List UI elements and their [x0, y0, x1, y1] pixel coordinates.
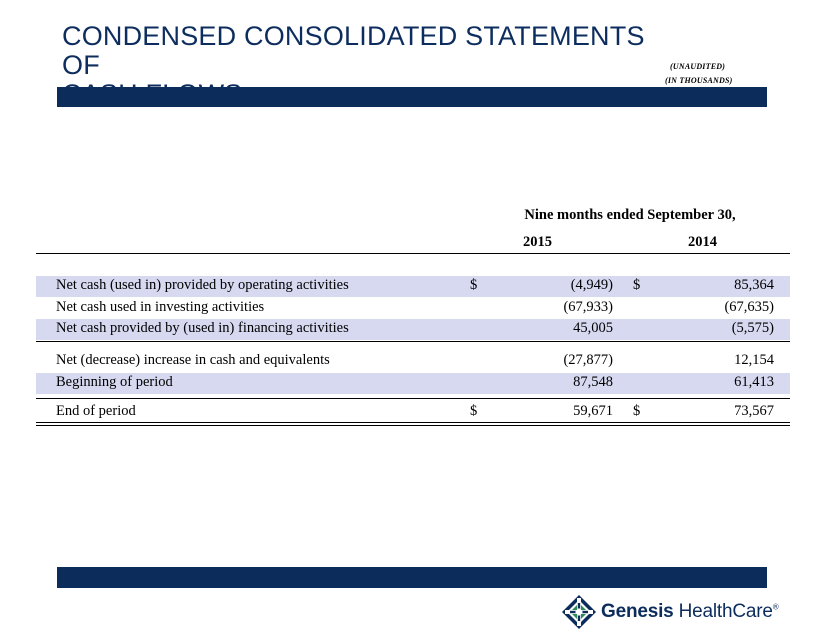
row-label: Net (decrease) increase in cash and equivalents	[56, 352, 330, 368]
row-label: Net cash used in investing activities	[56, 299, 265, 315]
value-2014: 85,364	[734, 277, 774, 293]
row-label: Net cash provided by (used in) financing activities	[56, 320, 349, 336]
table-row	[36, 276, 790, 297]
header-rule	[36, 253, 790, 254]
table-row	[36, 298, 790, 319]
genesis-diamond-icon	[561, 594, 597, 630]
logo-brand-bold: Genesis	[601, 601, 674, 622]
period-header: Nine months ended September 30,	[524, 207, 736, 223]
table-row	[36, 402, 790, 423]
genesis-healthcare-logo	[561, 594, 801, 630]
value-2015: (67,933)	[563, 299, 613, 315]
value-2015: 87,548	[573, 374, 613, 390]
logo-brand-light: HealthCare	[678, 601, 773, 622]
value-2014: 61,413	[734, 374, 774, 390]
currency-symbol: $	[470, 277, 478, 293]
value-2014: 73,567	[734, 403, 774, 419]
subtotal-rule	[36, 341, 790, 342]
logo-registered-mark: ®	[772, 602, 779, 612]
table-row	[36, 319, 790, 340]
currency-symbol: $	[470, 403, 478, 419]
total-rule	[36, 398, 790, 399]
value-2015: 45,005	[573, 320, 613, 336]
value-2015: (4,949)	[570, 277, 613, 293]
value-2015: 59,671	[573, 403, 613, 419]
currency-symbol: $	[633, 277, 641, 293]
logo-wordmark	[601, 601, 778, 623]
table-row	[36, 373, 790, 394]
value-2015: (27,877)	[563, 352, 613, 368]
title-line-1: CONDENSED CONSOLIDATED STATEMENTS OF	[62, 21, 645, 80]
value-2014: 12,154	[734, 352, 774, 368]
grand-total-double-rule	[36, 422, 790, 426]
currency-symbol: $	[633, 403, 641, 419]
row-label: End of period	[56, 403, 136, 419]
year-2015-header: 2015	[523, 234, 552, 250]
value-2014: (67,635)	[724, 299, 774, 315]
row-label: Net cash (used in) provided by operating activities	[56, 277, 349, 293]
year-2014-header: 2014	[688, 234, 717, 250]
unaudited-note: (UNAUDITED)	[670, 62, 726, 71]
value-2014: (5,575)	[731, 320, 774, 336]
table-row	[36, 351, 790, 372]
bottom-accent-bar	[57, 567, 767, 588]
in-thousands-note: (IN THOUSANDS)	[665, 76, 733, 85]
top-accent-bar	[57, 87, 767, 107]
row-label: Beginning of period	[56, 374, 173, 390]
